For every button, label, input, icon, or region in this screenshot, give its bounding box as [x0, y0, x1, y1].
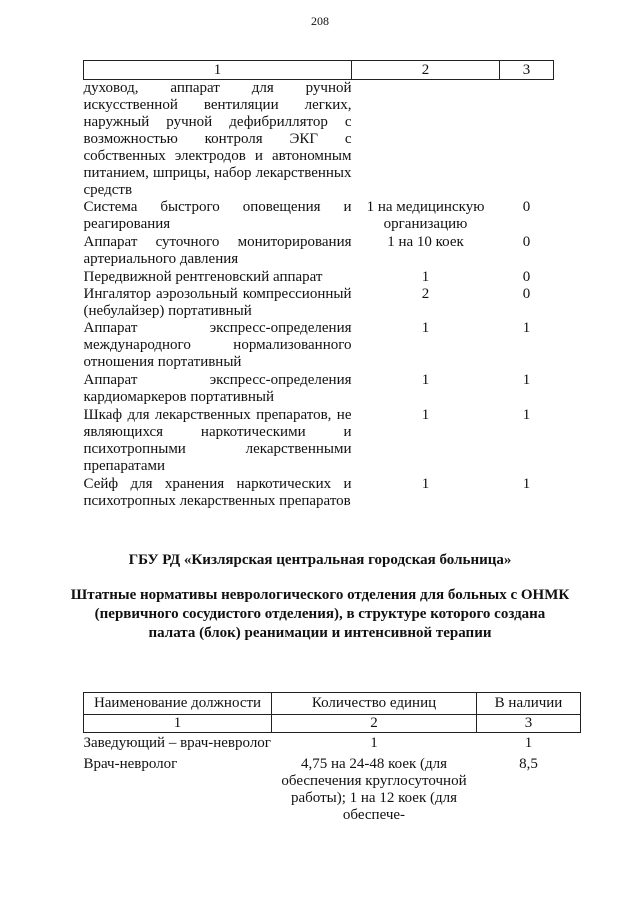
- table-row: [84, 80, 554, 200]
- table-row: [84, 752, 581, 824]
- equipment-qty: 1: [421, 372, 430, 388]
- equipment-have: 0: [522, 234, 531, 250]
- col-number-1: 1: [84, 61, 352, 80]
- staff-table: [83, 692, 581, 824]
- table-row: [84, 475, 554, 510]
- equipment-have: 1: [522, 320, 531, 336]
- page-number: 208: [311, 14, 329, 28]
- equipment-qty: 1: [421, 320, 430, 336]
- equipment-have: 1: [522, 372, 531, 388]
- equipment-name: Ингалятор аэрозольный компрессионный (небулайзер) портативный: [83, 286, 352, 319]
- table-row: [84, 268, 554, 286]
- table-row: [84, 286, 554, 320]
- equipment-qty: 1 на медицинскую организацию: [366, 199, 485, 232]
- equipment-qty: [352, 80, 500, 200]
- equipment-have: [500, 80, 554, 200]
- table-row: [84, 733, 581, 753]
- position-have: 1: [524, 735, 533, 751]
- equipment-qty: 1: [421, 476, 430, 492]
- equipment-name: Передвижной рентгеновский аппарат: [83, 269, 323, 285]
- equipment-name: Аппарат экспресс-определения международного нормализованного отношения портативный: [83, 320, 352, 370]
- position-have: 8,5: [519, 756, 538, 772]
- equipment-have: 0: [522, 269, 531, 285]
- equipment-have: 0: [522, 199, 531, 215]
- equipment-qty: 1: [421, 407, 430, 423]
- col-number-2: 2: [272, 715, 477, 733]
- table-row: [84, 406, 554, 475]
- col-header-quantity: Количество единиц: [272, 693, 477, 715]
- position-qty: 4,75 на 24-48 коек (для обеспечения круглосуточной работы); 1 на 12 коек (для обеспече-: [281, 756, 467, 823]
- equipment-name: Шкаф для лекарственных препаратов, не являющихся наркотическими и психотропными лекарственными препаратами: [83, 407, 352, 474]
- col-header-position: Наименование должности: [84, 693, 272, 715]
- equipment-name: духовод, аппарат для ручной искусственной вентиляции легких, наружный ручной дефибриллятор с возможностью контроля ЭКГ с собственных электродов и автономным питанием, шприцы, набор лекарственных средств: [83, 80, 352, 198]
- equipment-name: Аппарат экспресс-определения кардиомаркеров портативный: [83, 372, 352, 405]
- organization-title: ГБУ РД «Кизлярская центральная городская больница»: [128, 552, 512, 568]
- equipment-have: 1: [522, 407, 531, 423]
- staff-table-header: [84, 693, 581, 715]
- equipment-name: Система быстрого оповещения и реагирования: [83, 199, 352, 232]
- col-number-3: 3: [477, 715, 581, 733]
- equipment-name: Сейф для хранения наркотических и психотропных лекарственных препаратов: [83, 476, 352, 509]
- position-qty: 1: [370, 735, 378, 751]
- staff-table-col-numbers: [84, 715, 581, 733]
- equipment-table-header: [84, 61, 554, 80]
- equipment-qty: 2: [421, 286, 430, 302]
- equipment-qty: 1 на 10 коек: [387, 234, 464, 250]
- equipment-have: 1: [522, 476, 531, 492]
- table-row: [84, 233, 554, 268]
- equipment-table: [83, 60, 554, 510]
- table-row: [84, 371, 554, 406]
- equipment-name: Аппарат суточного мониторирования артериального давления: [83, 234, 352, 267]
- position-name: Заведующий – врач-невролог: [83, 735, 271, 751]
- equipment-have: 0: [522, 286, 531, 302]
- col-header-available: В наличии: [477, 693, 581, 715]
- col-number-2: 2: [352, 61, 500, 80]
- section-title: Штатные нормативы неврологического отделения для больных с ОНМК (первичного сосудистого отделения), в структуре которого создана палата (блок) реанимации и интенсивной терапии: [70, 587, 570, 641]
- position-name: Врач-невролог: [83, 756, 178, 772]
- col-number-1: 1: [84, 715, 272, 733]
- table-row: [84, 320, 554, 371]
- col-number-3: 3: [500, 61, 554, 80]
- table-row: [84, 199, 554, 233]
- equipment-qty: 1: [421, 269, 430, 285]
